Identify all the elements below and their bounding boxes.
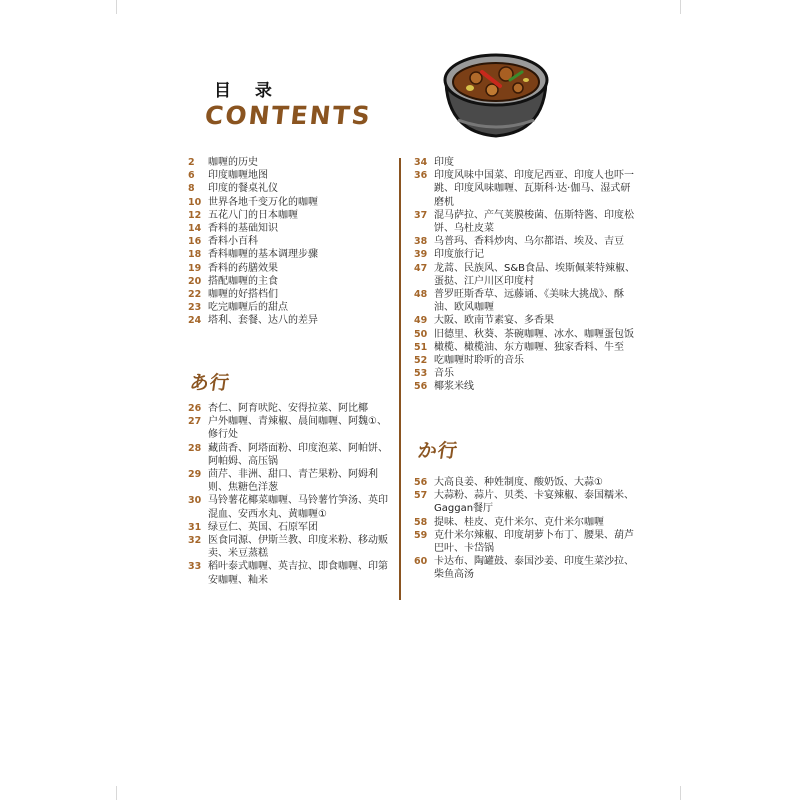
toc-entry[interactable]: 36 印度风味中国菜、印度尼西亚、印度人也吓一跳、印度风味咖喱、瓦斯科·达·伽马、湿式研磨机: [414, 170, 634, 208]
crop-mark: [680, 0, 681, 14]
section-heading-ka: か行: [416, 440, 460, 462]
toc-entry[interactable]: 20 搭配咖喱的主食: [188, 275, 278, 287]
toc-entry[interactable]: 27 户外咖喱、青辣椒、晨间咖喱、阿魏①、修行处: [188, 416, 387, 441]
toc-entry[interactable]: 34 印度: [414, 157, 454, 168]
toc-entry[interactable]: 28 藏茴香、阿塔面粉、印度泡菜、阿帕饼、阿帕姆、高压锅: [188, 442, 388, 467]
toc-entry[interactable]: 57 大蒜粉、蒜片、贝类、卡宴辣椒、泰国糯米、Gaggan餐厅: [414, 490, 634, 515]
toc-title-chinese: 目 录: [214, 81, 281, 101]
toc-entry[interactable]: 38 乌普玛、香料炒肉、乌尔都语、埃及、吉豆: [414, 236, 624, 248]
toc-entry[interactable]: 37 混马萨拉、产气荚膜梭菌、伍斯特酱、印度松饼、乌杜皮菜: [414, 209, 634, 235]
toc-entry[interactable]: 19 香料的药膳效果: [188, 262, 278, 274]
section-heading-a: あ行: [188, 372, 232, 394]
toc-entry[interactable]: 50 旧德里、秋葵、茶碗咖喱、冰水、咖喱蛋包饭: [414, 328, 634, 340]
toc-entry[interactable]: 29 茴芹、非洲、甜口、青芒果粉、阿姆利则、焦糖色洋葱: [188, 469, 378, 494]
toc-entry[interactable]: 26 杏仁、阿育吠陀、安得拉菜、阿比椰: [188, 403, 368, 414]
toc-entry[interactable]: 31 绿豆仁、英国、石原军团: [188, 521, 318, 533]
toc-entry[interactable]: 60 卡达布、陶罐鼓、泰国沙姜、印度生菜沙拉、柴鱼高汤: [414, 556, 634, 581]
toc-entry[interactable]: 6 印度咖喱地图: [188, 170, 268, 182]
toc-right-a-section: [414, 156, 636, 394]
toc-entry[interactable]: 24 塔利、套餐、达八的差异: [188, 315, 318, 327]
toc-entry[interactable]: 49 大阪、欧南节素宴、多香果: [414, 315, 554, 327]
toc-entry[interactable]: 2 咖喱的历史: [188, 157, 258, 168]
toc-title-english: CONTENTS: [203, 101, 374, 130]
toc-entry[interactable]: 52 吃咖喱时聆听的音乐: [414, 355, 524, 367]
crop-mark: [116, 786, 117, 800]
toc-entry[interactable]: 22 咖喱的好搭档们: [188, 289, 278, 301]
toc-entry[interactable]: 58 提味、桂皮、克什米尔、克什米尔咖喱: [414, 516, 604, 528]
toc-right-ka-section: [414, 476, 636, 582]
toc-entry[interactable]: 23 吃完咖喱后的甜点: [188, 302, 288, 314]
toc-entry[interactable]: 32 医食同源、伊斯兰教、印度米粉、移动贩卖、米豆蒸糕: [188, 535, 388, 560]
toc-entry[interactable]: 33 稻叶泰式咖喱、英吉拉、即食咖喱、印第安咖喱、籼米: [188, 561, 388, 586]
toc-entry[interactable]: 8 印度的餐桌礼仪: [188, 183, 278, 195]
toc-entry[interactable]: 48 普罗旺斯香草、远藤诵、《美味大挑战》、酥油、欧风咖喱: [414, 289, 624, 314]
toc-entry[interactable]: 53 音乐: [414, 368, 454, 380]
crop-mark: [680, 786, 681, 800]
column-divider: [399, 158, 401, 600]
toc-entry[interactable]: 18 香料咖喱的基本调理步骤: [188, 249, 318, 261]
toc-left-a-section: [188, 402, 393, 587]
toc-entry[interactable]: 39 印度旅行记: [414, 249, 484, 261]
toc-entry[interactable]: 30 马铃薯花椰菜咖喱、马铃薯竹笋汤、英印混血、安西水丸、黄咖喱①: [188, 495, 388, 520]
toc-entry[interactable]: 16 香料小百科: [188, 236, 258, 248]
crop-mark: [116, 0, 117, 14]
toc-entry[interactable]: 12 五花八门的日本咖喱: [188, 209, 298, 221]
toc-left-general: [188, 156, 393, 328]
toc-entry[interactable]: 47 龙蒿、民族风、S&B食品、埃斯佩莱特辣椒、蛋挞、江户川区印度村: [414, 262, 636, 287]
toc-entry[interactable]: 10 世界各地千变万化的咖喱: [188, 196, 318, 208]
toc-entry[interactable]: 51 橄榄、橄榄油、东方咖喱、独家香料、牛至: [414, 341, 624, 353]
curry-bowl-icon: [440, 50, 552, 146]
toc-entry[interactable]: 14 香料的基础知识: [188, 223, 278, 235]
toc-entry[interactable]: 56 大高良姜、种姓制度、酸奶饭、大蒜①: [414, 477, 603, 488]
toc-entry[interactable]: 59 克什米尔辣椒、印度胡萝卜布丁、腰果、葫芦巴叶、卡岱锅: [414, 529, 634, 555]
toc-entry[interactable]: 56 椰浆米线: [414, 381, 474, 393]
